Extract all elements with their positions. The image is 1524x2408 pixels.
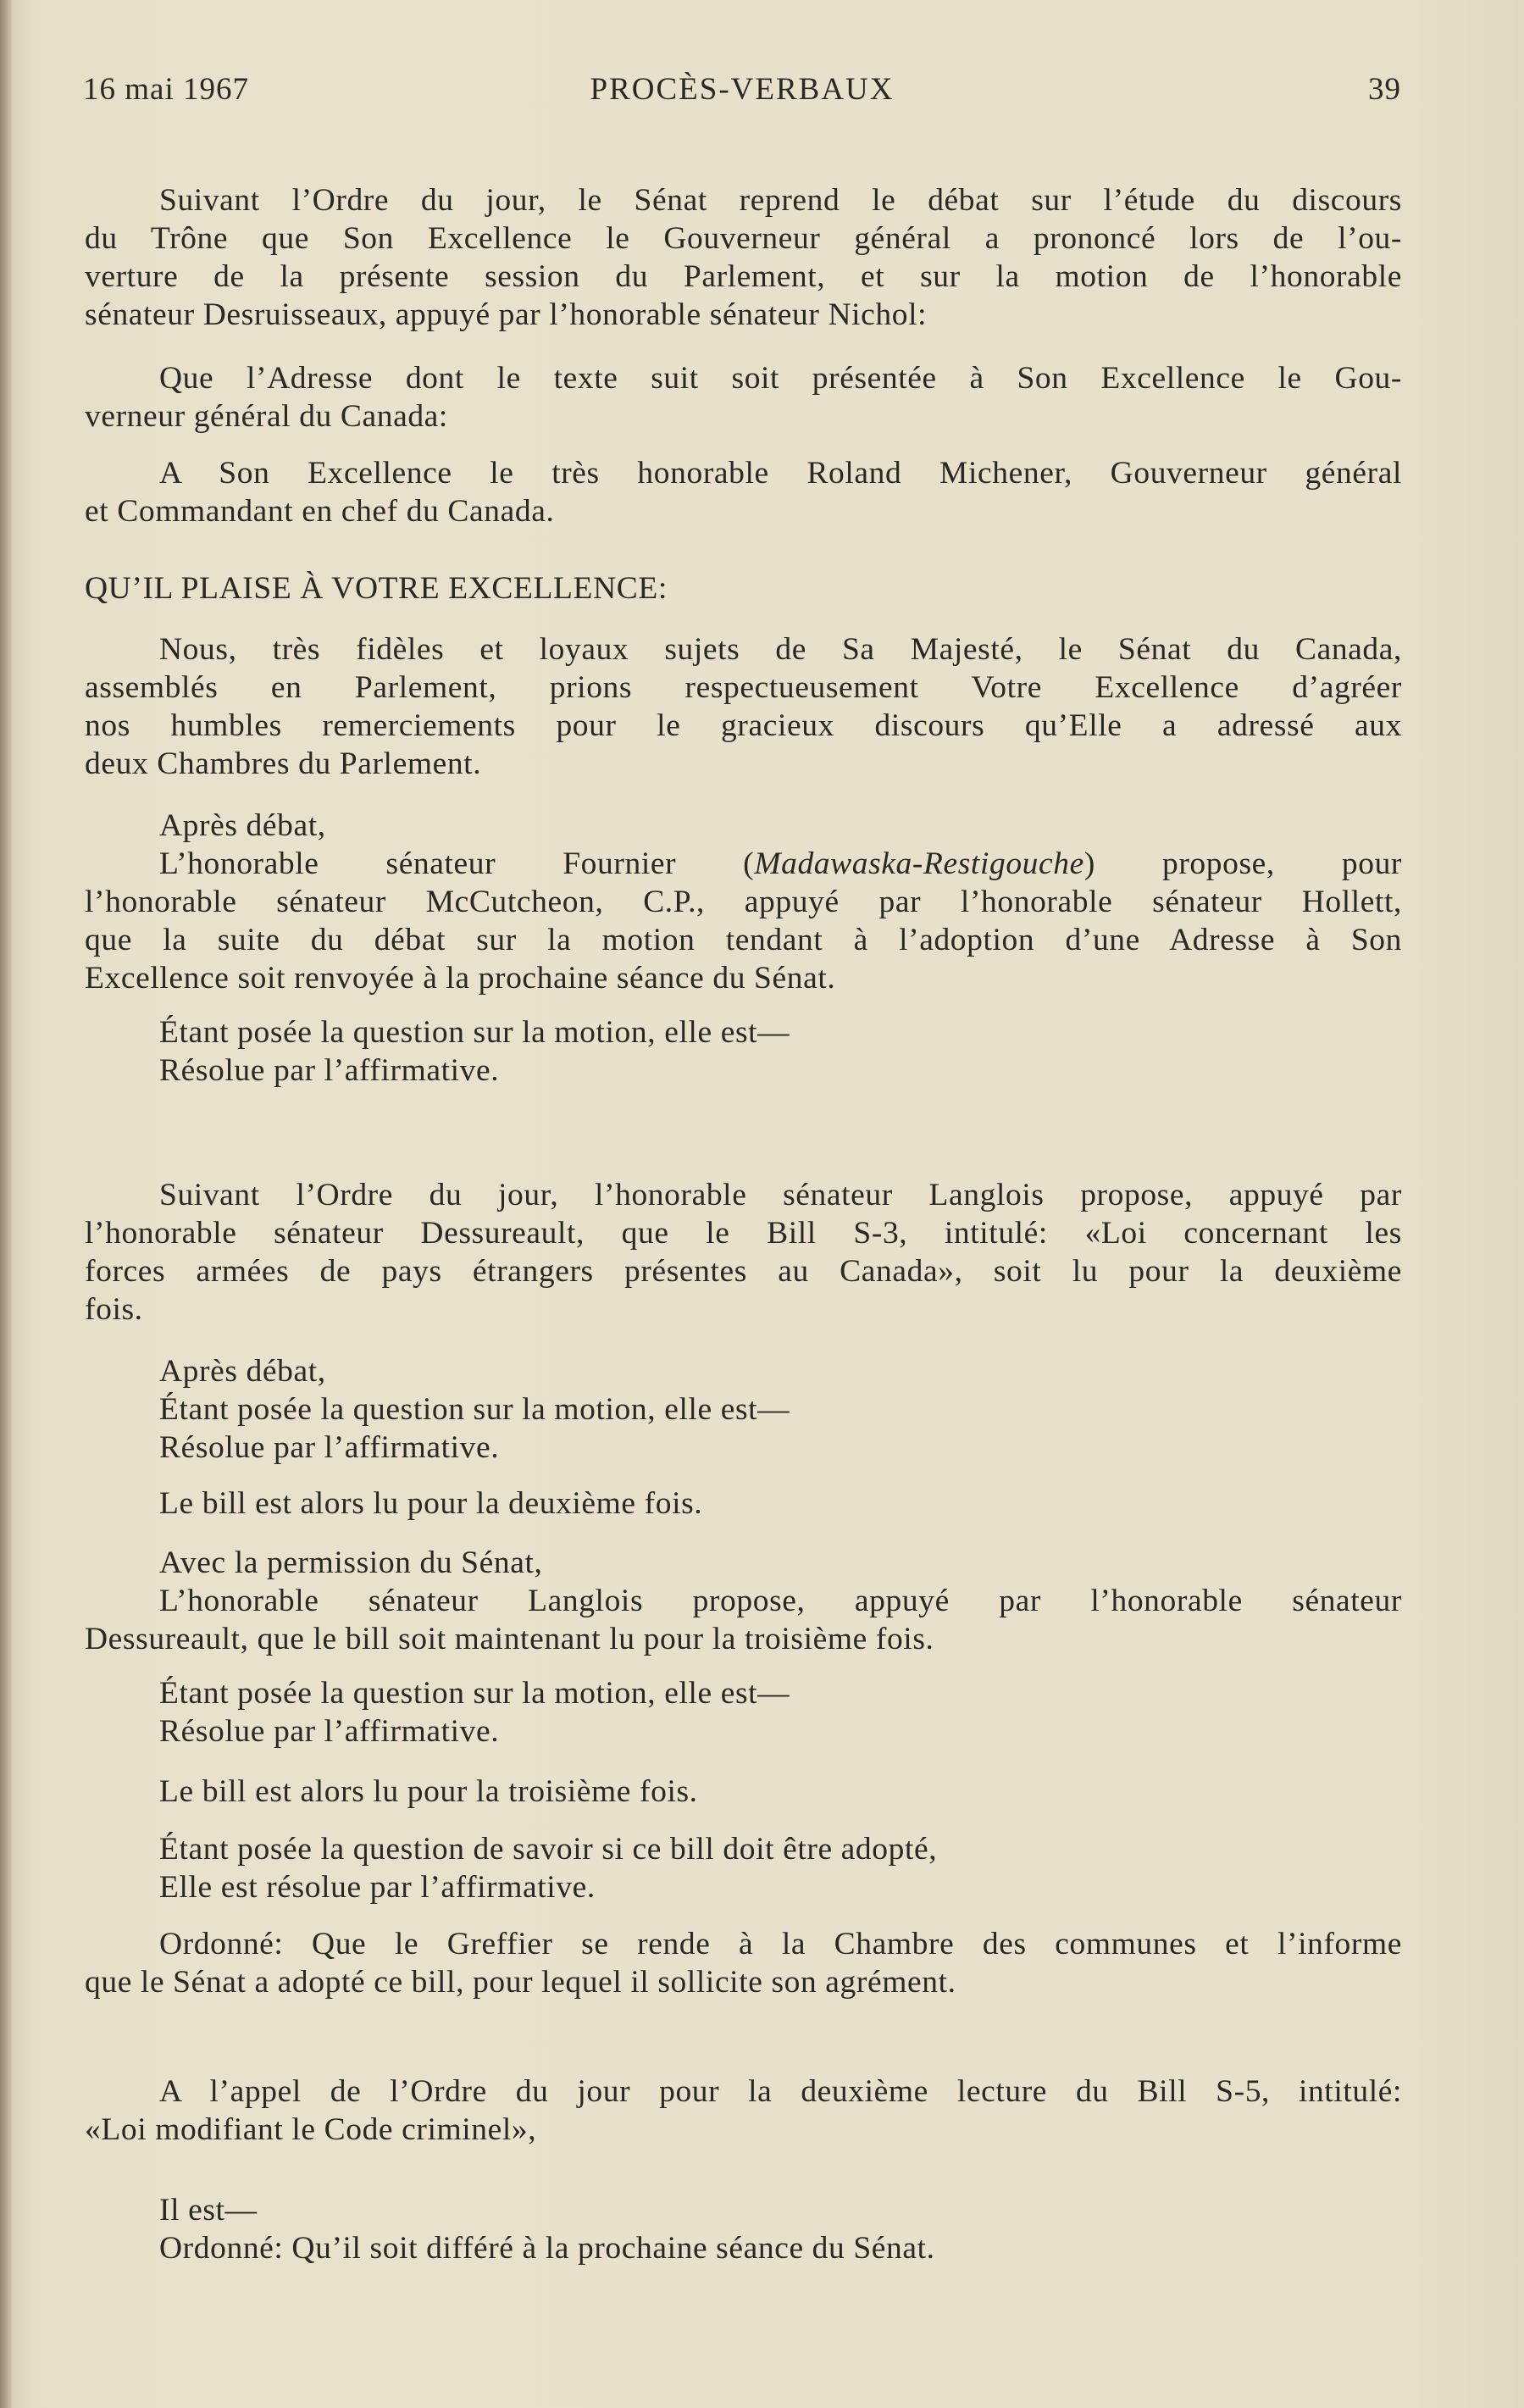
text-line: verture de la présente session du Parlement, et sur la motion de l’honorable	[85, 259, 1402, 294]
text-line: l’honorable sénateur Dessureault, que le Bill S-3, intitulé: «Loi concernant les	[85, 1216, 1402, 1251]
text-line: Ordonné: Qu’il soit différé à la prochaine séance du Sénat.	[159, 2231, 935, 2266]
text-line: Il est—	[159, 2193, 258, 2228]
header-date: 16 mai 1967	[83, 72, 249, 107]
text-line: du Trône que Son Excellence le Gouverneur général a prononcé lors de l’ou-	[85, 221, 1402, 256]
text-line: «Loi modifiant le Code criminel»,	[85, 2112, 537, 2147]
text-line: Étant posée la question de savoir si ce bill doit être adopté,	[159, 1832, 938, 1867]
text-line: verneur général du Canada:	[85, 399, 448, 434]
text-line: Étant posée la question sur la motion, elle est—	[159, 1392, 790, 1427]
text-line: et Commandant en chef du Canada.	[85, 494, 555, 529]
paragraph-clerk-order	[85, 1925, 1402, 2001]
paragraph-question-resolved-1	[85, 1013, 1402, 1090]
text-line: sénateur Desruisseaux, appuyé par l’honorable sénateur Nichol:	[85, 297, 928, 332]
text-line: Résolue par l’affirmative.	[159, 1714, 500, 1749]
page-binding-edge	[0, 0, 12, 2408]
paragraph-third-reading-motion	[85, 1544, 1402, 1658]
text-line: Le bill est alors lu pour la troisième fois.	[159, 1774, 698, 1809]
paragraph-bill-adopted	[85, 1830, 1402, 1906]
text-line: A l’appel de l’Ordre du jour pour la deuxième lecture du Bill S-5, intitulé:	[159, 2074, 1402, 2109]
heading-text: QU’IL PLAISE À VOTRE EXCELLENCE:	[85, 571, 668, 606]
paragraph-address-recipient	[85, 454, 1402, 530]
paragraph-throne-speech-debate	[85, 181, 1402, 334]
paragraph-bill-s5	[85, 2072, 1402, 2149]
text-line: que la suite du débat sur la motion tendant à l’adoption d’une Adresse à Son	[85, 923, 1402, 957]
paragraph-bill-s3	[85, 1176, 1402, 1329]
text-line: Ordonné: Que le Greffier se rende à la Chambre des communes et l’informe	[159, 1927, 1402, 1961]
text-line: deux Chambres du Parlement.	[85, 746, 482, 781]
text-line: assemblés en Parlement, prions respectueusement Votre Excellence d’agréer	[85, 670, 1402, 705]
page-header	[83, 71, 1401, 114]
text-line: Suivant l’Ordre du jour, le Sénat reprend le débat sur l’étude du discours	[159, 183, 1402, 218]
text-line: Résolue par l’affirmative.	[159, 1430, 500, 1465]
text-line: forces armées de pays étrangers présentes au Canada», soit lu pour la deuxième	[85, 1254, 1402, 1289]
paragraph-after-debate-fournier	[85, 807, 1402, 997]
text-line: nos humbles remerciements pour le gracieux discours qu’Elle a adressé aux	[85, 708, 1402, 743]
text-segment: ) propose, pour	[1083, 846, 1403, 881]
text-line: A Son Excellence le très honorable Roland Michener, Gouverneur général	[159, 456, 1402, 491]
text-line: Excellence soit renvoyée à la prochaine séance du Sénat.	[85, 961, 836, 996]
text-line: Le bill est alors lu pour la deuxième fois.	[159, 1486, 703, 1521]
text-line: Suivant l’Ordre du jour, l’honorable sénateur Langlois propose, appuyé par	[159, 1178, 1402, 1212]
text-line: l’honorable sénateur McCutcheon, C.P., appuyé par l’honorable sénateur Hollett,	[85, 885, 1402, 919]
paragraph-address-text	[85, 359, 1402, 436]
text-line: Elle est résolue par l’affirmative.	[159, 1870, 596, 1905]
text-segment: L’honorable sénateur Fournier (	[159, 846, 755, 881]
riding-name: Madawaska-Restigouche	[754, 846, 1084, 881]
text-line: Résolue par l’affirmative.	[159, 1053, 500, 1088]
text-line: Avec la permission du Sénat,	[159, 1545, 543, 1580]
text-line: Dessureault, que le bill soit maintenant lu pour la troisième fois.	[85, 1622, 934, 1656]
text-line: L’honorable sénateur Langlois propose, appuyé par l’honorable sénateur	[159, 1584, 1402, 1618]
text-line: Nous, très fidèles et loyaux sujets de Sa Majesté, le Sénat du Canada,	[159, 632, 1402, 667]
text-line: fois.	[85, 1292, 143, 1327]
text-line: Après débat,	[159, 808, 326, 843]
text-line: Que l’Adresse dont le texte suit soit présentée à Son Excellence le Gou-	[159, 361, 1402, 396]
text-line: Après débat,	[159, 1354, 326, 1389]
text-line: que le Sénat a adopté ce bill, pour lequel il sollicite son agrément.	[85, 1965, 956, 2000]
paragraph-question-resolved-2	[85, 1352, 1402, 1467]
text-line: Étant posée la question sur la motion, elle est—	[159, 1015, 790, 1050]
address-heading	[85, 569, 1402, 608]
paragraph-loyal-subjects	[85, 630, 1402, 783]
header-title: PROCÈS-VERBAUX	[590, 72, 895, 107]
paragraph-question-resolved-3	[85, 1674, 1402, 1751]
paragraph-deferred	[85, 2191, 1402, 2267]
paragraph-second-reading	[85, 1484, 1402, 1523]
page-number: 39	[1368, 72, 1401, 107]
text-line-fournier	[85, 845, 1402, 883]
text-line: Étant posée la question sur la motion, elle est—	[159, 1676, 790, 1711]
paragraph-third-reading	[85, 1773, 1402, 1811]
